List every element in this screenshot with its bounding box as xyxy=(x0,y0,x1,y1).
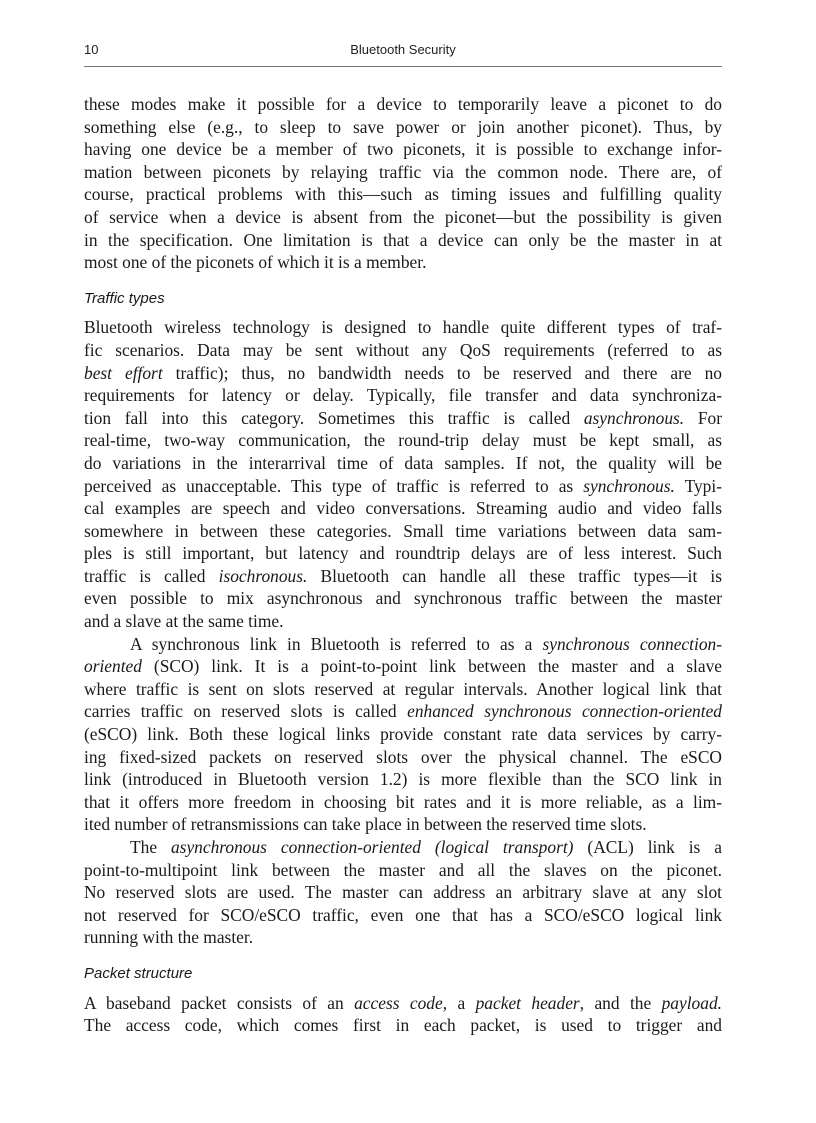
text-line: A synchronous link in Bluetooth is referred to as a synchronous connection- xyxy=(130,633,723,654)
spacer xyxy=(84,949,722,963)
text-line: in the specification. One limitation is that a device can only be the master in at xyxy=(84,229,722,250)
text-line: (eSCO) link. Both these logical links provide constant rate data services by carry- xyxy=(84,724,722,745)
text-line: perceived as unacceptable. This type of traffic is referred to as synchronous. Typi- xyxy=(84,475,722,496)
emphasis: synchronous connection- xyxy=(542,633,723,654)
text-line: mation between piconets by relaying traffic via the common node. There are, of xyxy=(84,161,722,182)
text-line: ited number of retransmissions can take place in between the reserved time slots. xyxy=(84,814,647,835)
text-line: fic scenarios. Data may be sent without any QoS requirements (referred to as xyxy=(84,339,722,360)
emphasis: oriented xyxy=(84,656,142,677)
emphasis: isochronous. xyxy=(218,565,308,586)
emphasis: asynchronous. xyxy=(583,407,685,428)
text-line: something else (e.g., to sleep to save power or join another piconet). Thus, by xyxy=(84,116,722,137)
text-line: Bluetooth wireless technology is designed to handle quite different types of traf- xyxy=(84,317,722,338)
text-line: these modes make it possible for a device to temporarily leave a piconet to do xyxy=(84,94,722,114)
spacer xyxy=(84,274,722,288)
header-rule xyxy=(84,66,722,67)
text-line: that it offers more freedom in choosing bit rates and it is more reliable, as a lim- xyxy=(84,791,722,812)
emphasis: synchronous. xyxy=(583,475,675,496)
emphasis: best effort xyxy=(84,362,163,383)
text-line: and a slave at the same time. xyxy=(84,611,284,632)
emphasis: payload. xyxy=(661,992,722,1013)
text-line: traffic is called isochronous. Bluetooth can handle all these traffic types—it is xyxy=(84,565,722,586)
text-line: ples is still important, but latency and roundtrip delays are of less interest. Such xyxy=(84,543,722,564)
section-heading-traffic-types: Traffic types xyxy=(84,289,165,307)
text-line: do variations in the interarrival time of data samples. If not, the quality will be xyxy=(84,452,722,473)
running-header xyxy=(84,42,722,62)
text-line: best effort traffic); thus, no bandwidth needs to be reserved and there are no xyxy=(84,362,722,383)
paragraph-traffic-types xyxy=(84,316,722,632)
text-line: most one of the piconets of which it is a member. xyxy=(84,252,427,273)
text-line: real-time, two-way communication, the round-trip delay must be kept small, as xyxy=(84,430,722,451)
text-line: having one device be a member of two piconets, it is possible to exchange infor- xyxy=(84,139,722,160)
paragraph-acl-link xyxy=(84,836,722,949)
text-line: The access code, which comes first in each packet, is used to trigger and xyxy=(84,1015,722,1036)
text-line: link (introduced in Bluetooth version 1.2) is more flexible than the SCO link in xyxy=(84,769,722,790)
paragraph-packet-structure xyxy=(84,992,722,1037)
paragraph-sco-link xyxy=(84,633,722,836)
text-line: point-to-multipoint link between the master and all the slaves on the piconet. xyxy=(84,859,722,880)
page-number: 10 xyxy=(84,42,99,57)
body-text xyxy=(84,93,722,1037)
emphasis: packet header xyxy=(475,992,580,1013)
text-line: The asynchronous connection-oriented (logical transport) (ACL) link is a xyxy=(130,837,722,857)
text-line: course, practical problems with this—such as timing issues and fulfilling quality xyxy=(84,184,722,205)
paragraph-piconet-modes xyxy=(84,93,722,274)
text-line: A baseband packet consists of an access code, a packet header, and the payload. xyxy=(84,992,722,1013)
text-line: running with the master. xyxy=(84,927,254,948)
text-line: oriented (SCO) link. It is a point-to-point link between the master and a slave xyxy=(84,656,722,677)
running-title: Bluetooth Security xyxy=(350,42,456,57)
emphasis: enhanced synchronous connection-oriented xyxy=(407,701,722,722)
text-line: where traffic is sent on slots reserved at regular intervals. Another logical link that xyxy=(84,678,722,699)
text-line: cal examples are speech and video conversations. Streaming audio and video falls xyxy=(84,498,722,519)
text-line: No reserved slots are used. The master can address an arbitrary slave at any slot xyxy=(84,882,722,903)
emphasis: asynchronous connection-oriented (logical transport) xyxy=(170,837,574,857)
text-line: carries traffic on reserved slots is called enhanced synchronous connection-oriented xyxy=(84,701,722,722)
emphasis: access code xyxy=(354,992,443,1013)
text-line: somewhere in between these categories. Small time variations between data sam- xyxy=(84,520,722,541)
text-line: not reserved for SCO/eSCO traffic, even one that has a SCO/eSCO logical link xyxy=(84,904,722,925)
text-line: even possible to mix asynchronous and synchronous traffic between the master xyxy=(84,588,722,609)
section-heading-packet-structure: Packet structure xyxy=(84,964,193,982)
text-line: tion fall into this category. Sometimes this traffic is called asynchronous. For xyxy=(84,407,722,428)
text-line: ing fixed-sized packets on reserved slots over the physical channel. The eSCO xyxy=(84,746,722,767)
text-line: of service when a device is absent from the piconet—but the possibility is given xyxy=(84,206,722,227)
text-line: requirements for latency or delay. Typically, file transfer and data synchroniza- xyxy=(84,385,722,406)
